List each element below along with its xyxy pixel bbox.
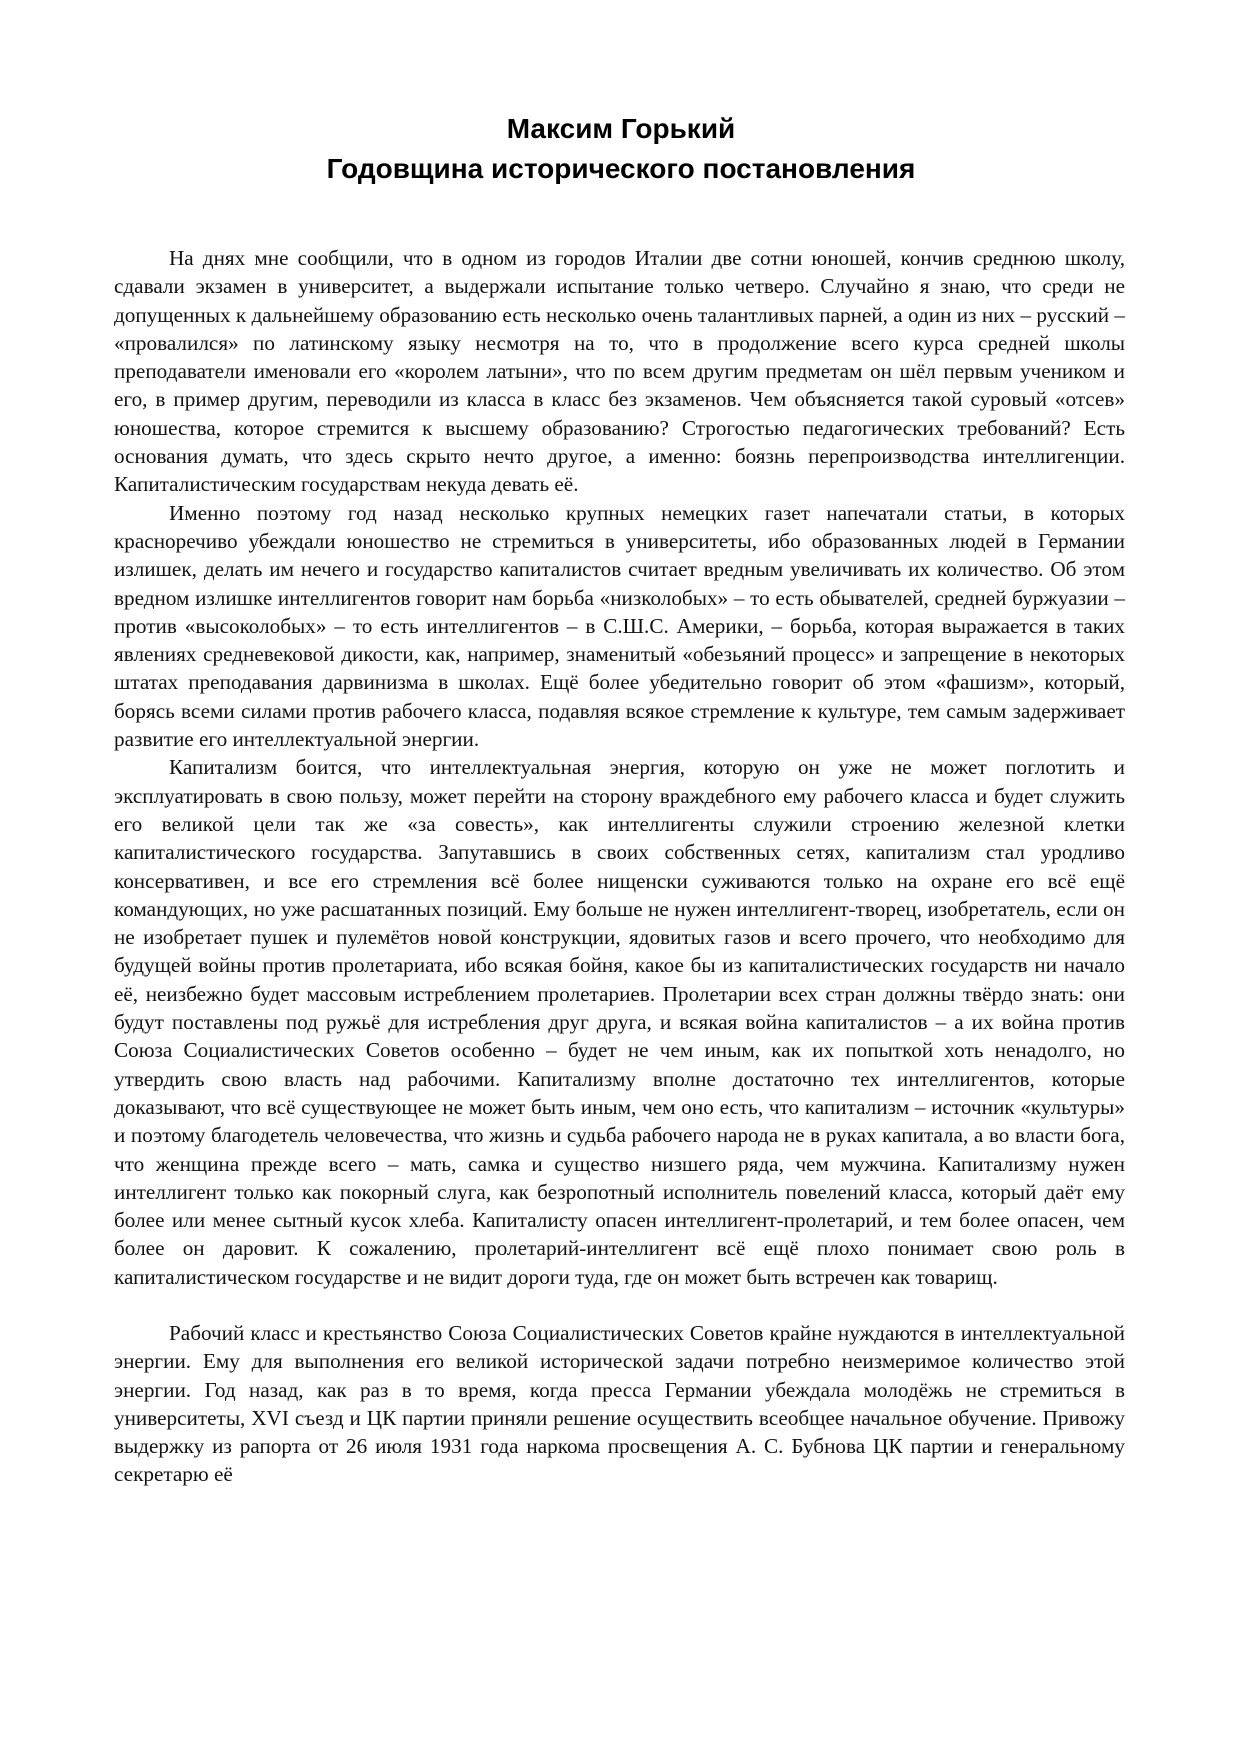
article-title: Годовщина исторического постановления (326, 153, 916, 184)
paragraph: Рабочий класс и крестьянство Союза Социалистических Советов крайне нуждаются в интеллектуальной энергии. Ему для выполнения его великой исторической задачи потребно неизмеримое количество этой энергии. Год назад, как раз в то время, когда пресса Германии убеждала молодёжь не стремиться в университеты, XVI съезд и ЦК партии приняли решение осуществить всеобщее начальное обучение. Привожу выдержку из рапорта от 26 июля 1931 года наркома просвещения А. С. Бубнова ЦК партии и генеральному секретарю её (114, 1320, 1125, 1487)
article-body (114, 244, 1125, 1489)
paragraph: Капитализм боится, что интеллектуальная энергия, которую он уже не может поглотить и эксплуатировать в свою пользу, может перейти на сторону враждебного ему рабочего класса и будет служить его великой цели так же «за совесть», как интеллигенты служили строению железной клетки капиталистического государства. Запутавшись в своих собственных сетях, капитализм стал уродливо консервативен, и все его стремления всё более нищенски суживаются только на охране его всё ещё командующих, но уже расшатанных позиций. Ему больше не нужен интеллигент-творец, изобретатель, если он не изобретает пушек и пулемётов новой конструкции, ядовитых газов и всего прочего, что необходимо для будущей войны против пролетариата, ибо всякая бойня, какое бы из капиталистических государств ни начало её, неизбежно будет массовым истреблением пролетариев. Пролетарии всех стран должны твёрдо знать: они будут поставлены под ружьё для истребления друг друга, и всякая война капиталистов – а их война против Союза Социалистических Советов особенно – будет не чем иным, как их попыткой хоть ненадолго, но утвердить свою власть над рабочими. Капитализму вполне достаточно тех интеллигентов, которые доказывают, что всё существующее не может быть иным, чем оно есть, что капитализм – источник «культуры» и поэтому благодетель человечества, что жизнь и судьба рабочего народа не в руках капитала, а во власти бога, что женщина прежде всего – мать, самка и существо низшего ряда, чем мужчина. Капитализму нужен интеллигент только как покорный слуга, как безропотный исполнитель повелений класса, который даёт ему более или менее сытный кусок хлеба. Капиталисту опасен интеллигент-пролетарий, и тем более опасен, чем более он даровит. К сожалению, пролетарий-интеллигент всё ещё плохо понимает свою роль в капиталистическом государстве и не видит дороги туда, где он может быть встречен как товарищ. (114, 755, 1125, 1289)
author-heading: Максим Горький (506, 113, 736, 144)
paragraph: Именно поэтому год назад несколько крупных немецких газет напечатали статьи, в которых красноречиво убеждали юношество не стремиться в университеты, ибо образованных людей в Германии излишек, делать им нечего и государство капиталистов считает вредным увеличивать их количество. Об этом вредном излишке интеллигентов говорит нам борьба «низколобых» – то есть обывателей, средней буржуазии – против «высоколобых» – то есть интеллигентов – в С.Ш.С. Америки, – борьба, которая выражается в таких явлениях средневековой дикости, как, например, знаменитый «обезьяний процесс» и запрещение в некоторых штатах преподавания дарвинизма в школах. Ещё более убедительно говорит об этом «фашизм», который, борясь всеми силами против рабочего класса, подавляя всякое стремление к культуре, тем самым задерживает развитие его интеллектуальной энергии. (114, 500, 1125, 752)
paragraph: На днях мне сообщили, что в одном из городов Италии две сотни юношей, кончив среднюю школу, сдавали экзамен в университет, а выдержали испытание только четверо. Случайно я знаю, что среди не допущенных к дальнейшему образованию есть несколько очень талантливых парней, а один из них – русский – «провалился» по латинскому языку несмотря на то, что в продолжение всего курса средней школы преподаватели именовали его «королем латыни», что по всем другим предметам он шёл первым учеником и его, в пример другим, переводили из класса в класс без экзаменов. Чем объясняется такой суровый «отсев» юношества, которое стремится к высшему образованию? Строгостью педагогических требований? Есть основания думать, что здесь скрыто нечто другое, а именно: боязнь перепроизводства интеллигенции. Капиталистическим государствам некуда девать её. (114, 246, 1125, 497)
